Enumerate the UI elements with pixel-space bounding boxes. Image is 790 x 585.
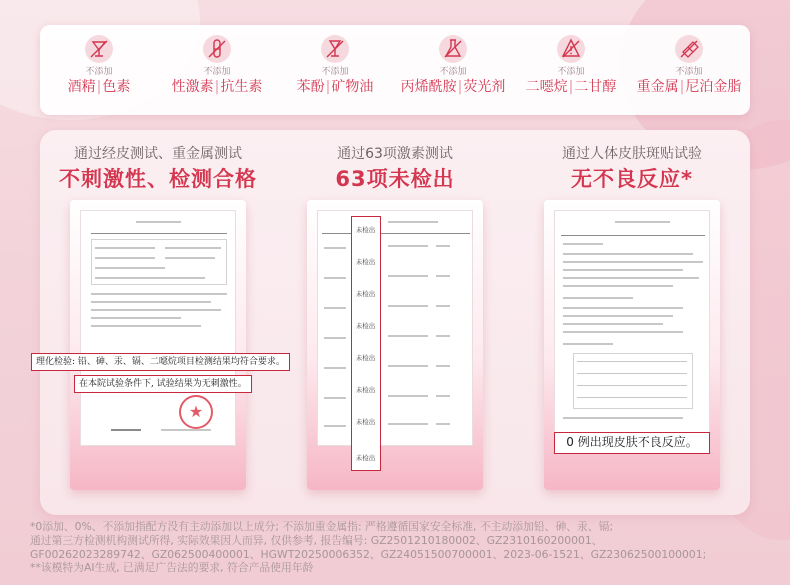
report-paper — [554, 210, 710, 446]
ingredient-item: 不添加 酒精|色素 — [40, 35, 158, 96]
test-headline: 63项未检出 — [335, 167, 455, 191]
ingredient-name: 二噁烷 — [525, 79, 568, 95]
result-cell: 未检出 — [355, 418, 376, 426]
warning-flask-icon — [557, 35, 585, 63]
disclaimer-footnote — [30, 520, 770, 575]
report-paper — [317, 210, 473, 462]
ingredient-prefix: 不添加 — [85, 67, 113, 77]
ingredient-item: 不添加 二噁烷|二甘醇 — [512, 35, 630, 96]
result-cell: 未检出 — [355, 386, 376, 394]
ingredient-name: 抗生素 — [220, 79, 263, 95]
result-cell: 未检出 — [355, 354, 376, 362]
ingredient-item: 不添加 性激素|抗生素 — [158, 35, 276, 96]
result-cell: 未检出 — [355, 226, 376, 234]
result-cell: 未检出 — [355, 290, 376, 298]
ingredient-name: 荧光剂 — [463, 79, 506, 95]
ingredient-item: 不添加 重金属|尼泊金脂 — [630, 35, 748, 96]
footnote-line: **该模特为AI生成, 已满足广告法的要求, 符合产品使用年龄 — [30, 561, 314, 575]
result-cell: 未检出 — [355, 258, 376, 266]
no-additives-panel — [40, 25, 750, 115]
test-subtitle: 通过经皮测试、重金属测试 — [74, 146, 242, 162]
metal-bars-icon — [675, 35, 703, 63]
ingredient-name: 重金属 — [636, 79, 679, 95]
ingredient-name: 性激素 — [171, 79, 214, 95]
test-subtitle: 通过人体皮肤斑贴试验 — [562, 146, 702, 162]
ingredient-name: 色素 — [102, 79, 131, 95]
footnote-line: 通过第三方检测机构测试所得, 实际效果因人而异, 仅供参考, 报告编号: GZ2501210180002、GZ2310160200001、 — [30, 533, 603, 547]
footnote-line: *0添加、0%、不添加指配方没有主动添加以上成分; 不添加重金属指: 严格遵循国家安全标准, 不主动添加铅、砷、汞、镉; — [30, 520, 614, 533]
report-image — [544, 200, 720, 490]
test-subtitle: 通过63项激素测试 — [337, 146, 453, 162]
ingredient-name: 二甘醇 — [574, 79, 617, 95]
ingredient-item: 不添加 苯酚|矿物油 — [276, 35, 394, 96]
highlight-heavy-metal-result: 理化检验: 铅、砷、汞、镉、二噁烷项目检测结果均符合要求。 — [31, 353, 290, 371]
patch-test-conclusion: 0 例出现皮肤不良反应。 — [554, 432, 710, 454]
ingredient-name: 苯酚 — [296, 79, 325, 95]
test-headline: 不刺激性、检测合格 — [59, 167, 257, 191]
ingredient-prefix: 不添加 — [203, 67, 231, 77]
ingredient-prefix: 不添加 — [675, 67, 703, 77]
report-image — [307, 200, 483, 490]
cocktail-icon — [85, 35, 113, 63]
footnote-line: GF00262023289742、GZ062500400001、HGWT20250006352、GZ24051500700001、2023-06-1521、GZ23062500100001; — [30, 547, 707, 561]
ingredient-name: 丙烯酰胺 — [400, 79, 457, 95]
test-card-patch-test — [514, 130, 750, 515]
flask-icon — [439, 35, 467, 63]
test-card-skin-irritation — [36, 130, 285, 515]
report-image — [70, 200, 246, 490]
report-paper — [80, 210, 236, 446]
result-cell: 未检出 — [355, 454, 376, 462]
highlight-irritation-result: 在本院试验条件下, 试验结果为无刺激性。 — [74, 375, 252, 393]
result-cell: 未检出 — [355, 322, 376, 330]
ingredient-item: 不添加 丙烯酰胺|荧光剂 — [394, 35, 512, 96]
ingredient-name: 尼泊金脂 — [685, 79, 742, 95]
ingredient-prefix: 不添加 — [557, 67, 585, 77]
official-seal-icon: ★ — [179, 395, 213, 429]
test-card-hormone — [277, 130, 513, 515]
ingredient-name: 矿物油 — [331, 79, 374, 95]
glass-icon — [321, 35, 349, 63]
test-tube-icon — [203, 35, 231, 63]
result-column — [351, 216, 381, 471]
ingredient-name: 酒精 — [67, 79, 96, 95]
test-reports-panel — [36, 130, 750, 515]
ingredient-prefix: 不添加 — [439, 67, 467, 77]
test-headline: 无不良反应* — [571, 167, 693, 191]
ingredient-prefix: 不添加 — [321, 67, 349, 77]
